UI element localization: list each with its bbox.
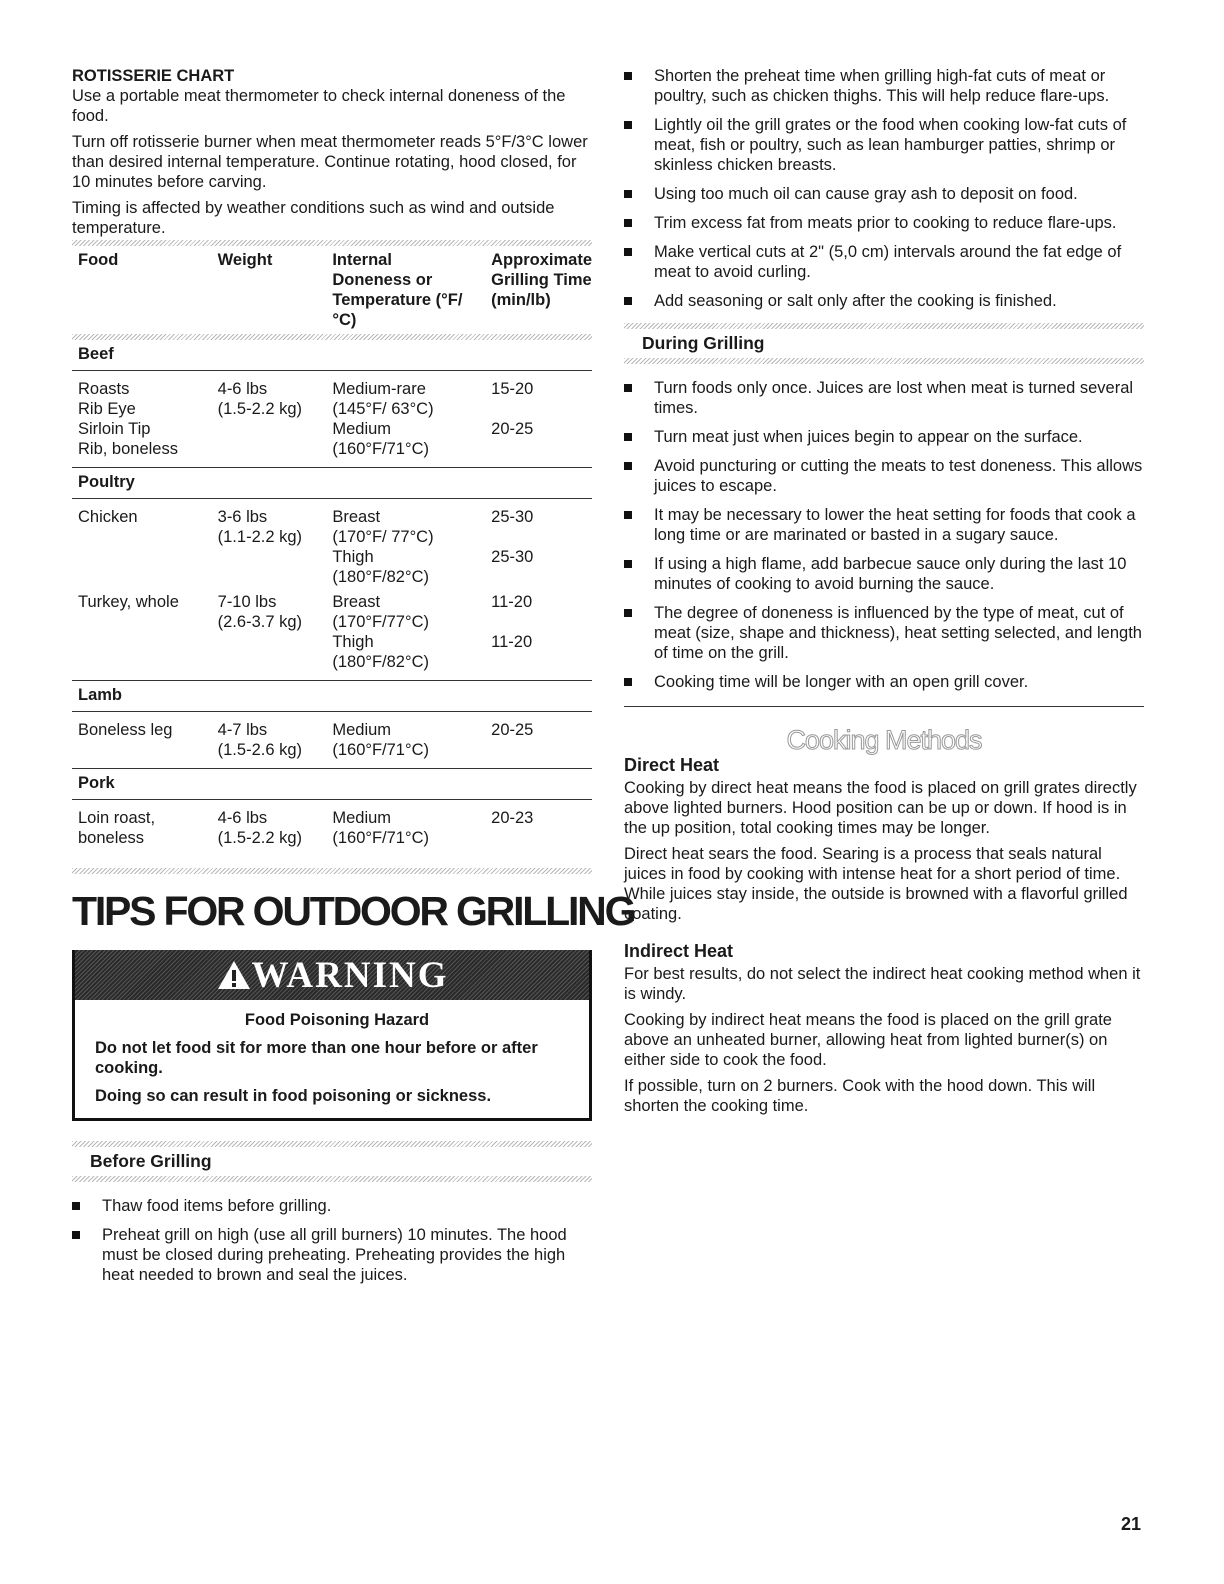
rotisserie-para-1: Use a portable meat thermometer to check internal doneness of the food. [72,87,566,125]
list-item-text: Preheat grill on high (use all grill burners) 10 minutes. The hood must be closed during preheating. Preheating provides the high heat needed to brown and seal the juices. [102,1226,567,1284]
indirect-heat-para-2: Cooking by indirect heat means the food is placed on the grill grate above an unheated burner, allowing heat from lighted burner(s) on either side to cook the food. [624,1011,1112,1069]
cell-doneness: Medium (160°F/71°C) [332,809,429,847]
cell-time: 20-25 [491,712,592,769]
before-grilling-title: Before Grilling [90,1151,212,1171]
divider-hatch [72,1176,592,1182]
warning-label: WARNING [251,954,449,996]
cell-weight: 3-6 lbs (1.1-2.2 kg) [217,508,303,546]
list-item [624,66,1144,106]
table-row [72,800,592,857]
rotisserie-title: ROTISSERIE CHART [72,67,235,85]
table-row [72,587,592,681]
bullet-icon [624,511,632,519]
cell-weight: 7-10 lbs (2.6-3.7 kg) [218,587,333,681]
table-row [72,712,592,769]
bullet-icon [624,121,632,129]
cell-food: Boneless leg [72,712,218,769]
category-row-lamb [72,681,592,712]
bullet-icon [624,219,632,227]
bullet-icon [624,297,632,305]
list-item-text: Cooking time will be longer with an open grill cover. [654,673,1029,691]
category-row-pork [72,769,592,800]
list-item [624,672,1144,692]
bullet-icon [72,1231,80,1239]
bullet-icon [624,248,632,256]
cell-weight: 4-7 lbs (1.5-2.6 kg) [218,712,333,769]
list-item-text: Trim excess fat from meats prior to cooking to reduce flare-ups. [654,214,1117,232]
bullet-icon [624,72,632,80]
list-item-text: Turn foods only once. Juices are lost when meat is turned several times. [654,379,1134,417]
tips-title: TIPS FOR OUTDOOR GRILLING [72,888,635,934]
list-item-text: Turn meat just when juices begin to appear on the surface. [654,428,1083,446]
indirect-heat-para-3: If possible, turn on 2 burners. Cook with the hood down. This will shorten the cooking time. [624,1077,1096,1115]
header-time: Approximate Grilling Time (min/lb) [491,251,592,309]
list-item [624,213,1144,233]
category-row-beef [72,340,592,371]
list-item-text: Make vertical cuts at 2" (5,0 cm) intervals around the fat edge of meat to avoid curling. [654,243,1122,281]
table-row [72,371,592,468]
cell-time: 11-20 11-20 [491,587,592,681]
category-beef: Beef [72,340,592,371]
list-item [72,1225,592,1285]
bullet-icon [624,384,632,392]
during-grilling-list [624,378,1144,692]
warning-line-1: Do not let food sit for more than one hour before or after cooking. [95,1039,538,1077]
page-number: 21 [1121,1514,1142,1534]
cell-doneness: Medium-rare (145°F/ 63°C) Medium (160°F/71°C) [332,371,491,468]
category-pork: Pork [72,769,592,800]
list-item-text: If using a high flame, add barbecue sauce only during the last 10 minutes of cooking to avoid burning the sauce. [654,555,1127,593]
cell-weight: 4-6 lbs (1.5-2.2 kg) [218,371,333,468]
cell-time: 25-30 25-30 [491,508,534,566]
table-row [72,499,592,588]
list-item-text: Shorten the preheat time when grilling high-fat cuts of meat or poultry, such as chicken thighs. This will help reduce flare-ups. [654,67,1110,105]
warning-box [72,950,592,1121]
list-item [624,456,1144,496]
divider-line [624,706,1144,707]
list-item-text: Thaw food items before grilling. [102,1197,332,1215]
indirect-heat-para-1: For best results, do not select the indirect heat cooking method when it is windy. [624,965,1141,1003]
bullet-icon [624,609,632,617]
direct-heat-title: Direct Heat [624,755,720,775]
category-poultry: Poultry [72,468,592,499]
divider-hatch [72,868,592,874]
warning-hazard: Food Poisoning Hazard [244,1011,430,1029]
list-item [624,291,1144,311]
warning-body [75,1000,589,1118]
category-lamb: Lamb [72,681,592,712]
header-food: Food [78,251,119,269]
list-item-text: It may be necessary to lower the heat setting for foods that cook a long time or are marinated or basted in a sugary sauce. [654,506,1136,544]
direct-heat-para-2: Direct heat sears the food. Searing is a process that seals natural juices in food by cooking with intense heat for a short period of time. While juices stay inside, the outside is browned with a flavorful grilled coating. [624,845,1128,923]
before-grilling-list-continued [624,66,1144,311]
cooking-methods-title: Cooking Methods [786,725,982,755]
cell-doneness: Medium (160°F/71°C) [332,712,491,769]
indirect-heat-title: Indirect Heat [624,941,734,961]
table-header-row [72,246,592,334]
cell-doneness: Breast (170°F/ 77°C) Thigh (180°F/82°C) [332,508,434,586]
cell-food: Chicken [78,508,138,526]
cell-food: Roasts Rib Eye Sirloin Tip Rib, boneless [72,371,218,468]
cell-time: 20-23 [491,809,534,827]
list-item-text: The degree of doneness is influenced by the type of meat, cut of meat (size, shape and thickness), heat setting selected, and length of time on the grill. [654,604,1142,662]
category-row-poultry [72,468,592,499]
rotisserie-para-2: Turn off rotisserie burner when meat thermometer reads 5°F/3°C lower than desired internal temperature. Continue rotating, hood closed, for 10 minutes before carving. [72,133,588,191]
warning-triangle-icon [216,959,252,991]
list-item-text: Lightly oil the grill grates or the food when cooking low-fat cuts of meat, fish or poultry, such as lean hamburger patties, shrimp or skinless chicken breasts. [654,116,1127,174]
before-grilling-list [72,1196,592,1285]
header-weight: Weight [217,251,273,269]
bullet-icon [624,678,632,686]
during-grilling-title: During Grilling [642,333,765,353]
list-item-text: Using too much oil can cause gray ash to deposit on food. [654,185,1078,203]
list-item [624,242,1144,282]
list-item [624,378,1144,418]
list-item [624,505,1144,545]
rotisserie-para-3: Timing is affected by weather conditions such as wind and outside temperature. [72,199,555,237]
rotisserie-table [72,246,592,856]
header-doneness-text: Internal Doneness or Temperature (°F/°C) [332,251,463,329]
cell-weight: 4-6 lbs (1.5-2.2 kg) [217,809,303,847]
list-item-text: Add seasoning or salt only after the cooking is finished. [654,292,1057,310]
warning-line-2: Doing so can result in food poisoning or sickness. [95,1087,492,1105]
bullet-icon [624,462,632,470]
list-item [624,184,1144,204]
cell-food: Turkey, whole [72,587,218,681]
cell-doneness: Breast (170°F/77°C) Thigh (180°F/82°C) [332,587,491,681]
bullet-icon [624,190,632,198]
list-item [72,1196,592,1216]
list-item-text: Avoid puncturing or cutting the meats to test doneness. This allows juices to escape. [654,457,1143,495]
divider-hatch [624,358,1144,364]
header-doneness [332,246,491,334]
left-column [72,66,635,1294]
cell-food: Loin roast, boneless [78,809,156,847]
warning-header [75,950,589,1000]
direct-heat-para-1: Cooking by direct heat means the food is placed on grill grates directly above lighted burners. Hood position can be up or down. If hood is in the up position, total cooking times may be longer. [624,779,1137,837]
list-item [624,554,1144,594]
bullet-icon [624,560,632,568]
list-item [624,603,1144,663]
bullet-icon [72,1202,80,1210]
bullet-icon [624,433,632,441]
right-column [624,66,1144,1122]
list-item [624,427,1144,447]
list-item [624,115,1144,175]
cell-time: 15-20 20-25 [491,371,592,468]
